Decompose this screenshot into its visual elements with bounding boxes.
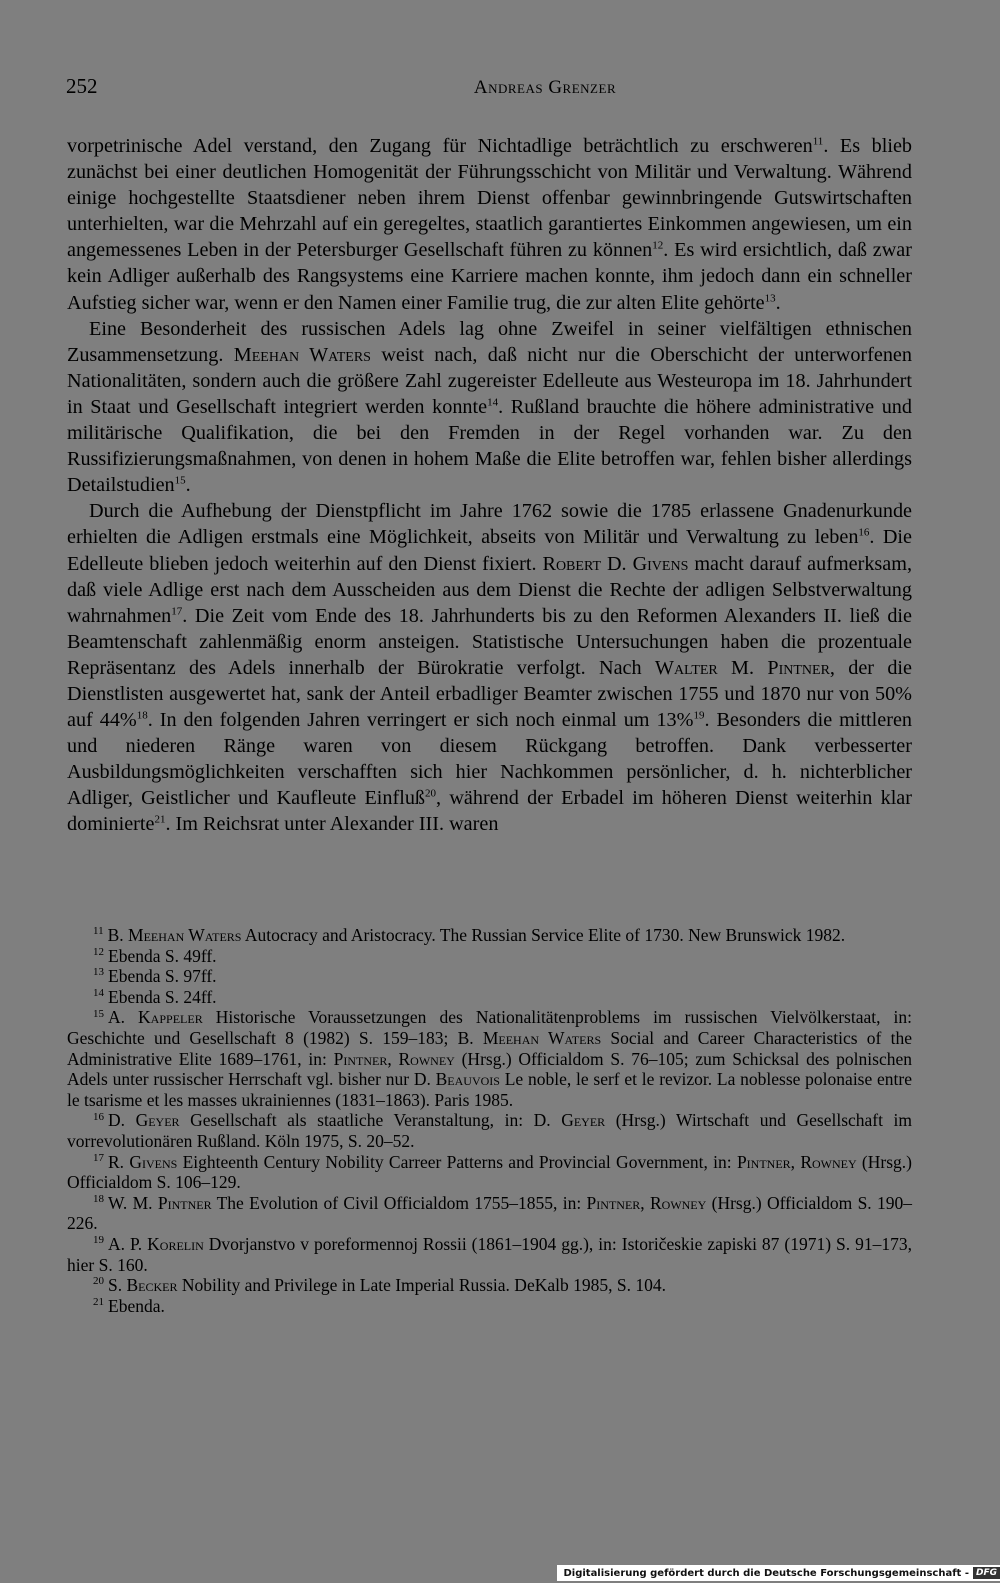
dfg-funding-bar (557, 1565, 1000, 1581)
dfg-logo-icon: DFG (973, 1567, 1000, 1579)
footnote-20: $^{20}$ S. Becker Nobility and Privilege in Late Imperial Russia. DeKalb 1985, S. 104. (93, 1275, 666, 1296)
author-name: Walter M. Pintner (654, 656, 830, 679)
footnote-18: $^{18}$ W. M. Pintner The Evolution of Civil Officialdom 1755–1855, in: Pintner, Rowney (Hrsg.) Officialdom S. 190–226. (67, 1192, 912, 1234)
footnote-11: $^{11}$ B. Meehan Waters Autocracy and Aristocracy. The Russian Service Elite of 1730. New Brunswick 1982. (93, 925, 846, 945)
footnote-ref: 21 (154, 813, 166, 826)
footnote-ref: 15 (174, 474, 186, 487)
dfg-funding-text: Digitalisierung gefördert durch die Deutsche Forschungsgemeinschaft - (563, 1567, 969, 1579)
page-number: 252 (66, 74, 98, 98)
footnote-ref: 17 (171, 604, 183, 617)
paragraph-3: Durch die Aufhebung der Dienstpflicht im Jahre 1762 sowie die 1785 erlassene Gnadenurkunde erhielten die Adligen erstmals eine Möglichkeit, abseits von Militär und Verwaltung zu leben$^{16}$. Die Edelleute blieben jedoch weiterhin auf den Dienst fixiert. Robert D. Givens macht darauf aufmerksam, daß viele Adlige erst nach dem Ausscheiden aus dem Dienst die Rechte der adligen Selbstverwaltung wahrnahmen$^{17}$. Die Zeit vom Ende des 18. Jahrhunderts bis zu den Reformen Alexanders II. ließ die Beamtenschaft zahlenmäßig enorm ansteigen. Statistische Untersuchungen haben die prozentuale Repräsentanz des Adels innerhalb der Bürokratie verfolgt. Nach Walter M. Pintner, der die Dienstlisten ausgewertet hat, sank der Anteil erbadliger Beamter zwischen 1755 und 1870 nur von 50% auf 44%$^{18}$. In den folgenden Jahren verringert er sich noch einmal um 13%$^{19}$. Besonders die mittleren und niederen Ränge waren von diesem Rückgang betroffen. Dank verbesserter Ausbildungsmöglichkeiten verschafften sich hier Nachkommen persönlicher, d. h. nichterblicher Adliger, Geistlicher und Kaufleute Einfluß$^{20}$, während der Erbadel im höheren Dienst weiterhin klar dominierte$^{21}$. Im Reichsrat unter Alexander III. waren (67, 500, 913, 836)
footnote-14: $^{14}$ Ebenda S. 24ff. (93, 986, 217, 1007)
footnote-19: $^{19}$ A. P. Korelin Dvorjanstvo v poreformennoj Rossii (1861–1904 gg.), in: Istoričeskie zapiski 87 (1971) S. 91–173, hier S. 160. (67, 1233, 912, 1275)
paragraph-1: vorpetrinische Adel verstand, den Zugang für Nichtadlige beträchtlich zu erschweren$^{11}$. Es blieb zunächst bei einer deutlichen Homogenität der Führungsschicht von Militär und Verwaltung. Während einige hochgestellte Staatsdiener neben ihrem Dienst offenbar gewinnbringende Gutswirtschaften unterhielten, war die Mehrzahl auf ein geregeltes, staatlich garantiertes Einkommen angewiesen, um ein angemessenes Leben in der Petersburger Gesellschaft führen zu können$^{12}$. Es wird ersichtlich, daß zwar kein Adliger außerhalb des Rangsystems eine Karriere machen konnte, ihm jedoch dann ein schneller Aufstieg sicher war, wenn er den Namen einer Familie trug, die zur alten Elite gehörte$^{13}$. (67, 135, 913, 314)
paragraph-2: Eine Besonderheit des russischen Adels lag ohne Zweifel in seiner vielfältigen ethnischen Zusammensetzung. Meehan Waters weist nach, daß nicht nur die Oberschicht der unterworfenen Nationalitäten, sondern auch die größere Zahl zugereister Edelleute aus Westeuropa im 18. Jahrhundert in Staat und Gesellschaft integriert werden konnte$^{14}$. Rußland brauchte die höhere administrative und militärische Qualifikation, die bei den Fremden in der Regel vorhanden war. Zu den Russifizierungsmaßnahmen, von denen in hohem Maße die Elite betroffen war, fehlen bisher allerdings Detailstudien$^{15}$. (67, 317, 912, 497)
footnote-ref: 18 (136, 709, 148, 722)
footnote-17: $^{17}$ R. Givens Eighteenth Century Nobility Carreer Patterns and Provincial Government, in: Pintner, Rowney (Hrsg.) Officialdom S. 106–129. (67, 1151, 912, 1193)
footnote-ref: 16 (858, 526, 870, 539)
footnote-ref: 14 (487, 396, 499, 409)
footnotes (67, 925, 912, 1316)
footnote-16: $^{16}$ D. Geyer Gesellschaft als staatliche Veranstaltung, in: D. Geyer (Hrsg.) Wirtschaft und Gesellschaft im vorrevolutionären Rußland. Köln 1975, S. 20–52. (67, 1110, 913, 1151)
footnote-ref: 12 (652, 239, 664, 252)
footnote-12: $^{12}$ Ebenda S. 49ff. (93, 945, 217, 966)
footnote-ref: 20 (425, 787, 437, 800)
main-text (67, 133, 912, 838)
footnote-ref: 19 (693, 709, 705, 722)
footnote-21: $^{21}$ Ebenda. (93, 1295, 165, 1316)
author-name: Robert D. Givens (542, 552, 689, 575)
author-name: Meehan Waters (233, 343, 371, 366)
footnote-15: $^{15}$ A. Kappeler Historische Voraussetzungen des Nationalitätenproblems im russischen Vielvölkerstaat, in: Geschichte und Gesellschaft 8 (1982) S. 159–183; B. Meehan Waters Social and Career Characteristics of the Administrative Elite 1689–1761, in: Pintner, Rowney (Hrsg.) Officialdom S. 76–105; zum Schicksal des polnischen Adels unter russischer Herrschaft vgl. bisher nur D. Beauvois Le noble, le serf et le revizor. La noblesse polonaise entre le tsarisme et les masses ukrainiennes (1831–1863). Paris 1985. (67, 1007, 912, 1110)
footnote-13: $^{13}$ Ebenda S. 97ff. (93, 966, 217, 987)
footnote-ref: 11 (812, 135, 824, 148)
running-head: Andreas Grenzer (473, 77, 617, 98)
footnote-ref: 13 (764, 291, 776, 304)
